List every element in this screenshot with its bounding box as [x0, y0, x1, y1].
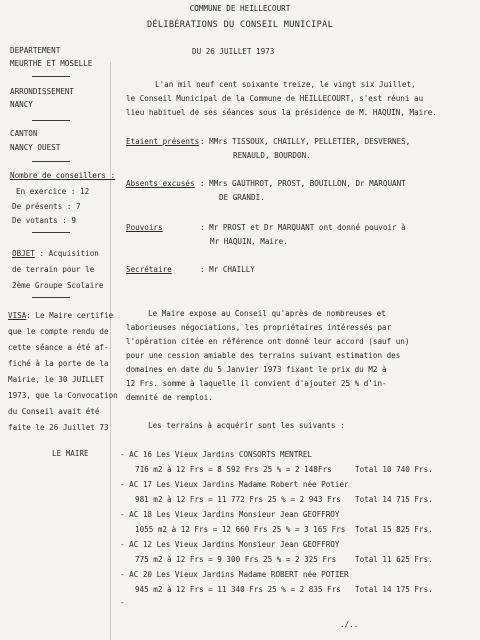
lot-calculation: 945 m2 à 12 Frs = 11 340 Frs 25 % = 2 835 Frs — [135, 585, 341, 594]
visa-line: du Conseil avait été — [8, 407, 100, 416]
lot-total: Total 15 825 Frs. — [355, 525, 433, 534]
lot-description: - AC 12 Les Vieux Jardins Monsieur Jean GEOFFROY — [120, 540, 340, 549]
pouvoirs-text: Mr HAQUIN, Maire. — [210, 237, 288, 246]
presents-count: De présents : 7 — [12, 202, 81, 211]
lot-description: - AC 16 Les Vieux Jardins CONSORTS MENTREL — [120, 450, 313, 459]
objet-block — [12, 249, 99, 259]
lot-total: Total 10 740 Frs. — [355, 465, 433, 474]
absents-label: Absents excusés — [126, 179, 195, 188]
presents-names: RENAULD, BOURDON. — [233, 151, 311, 160]
visa-line: : Le Maire certifie — [26, 311, 114, 320]
visa-line: que le compte rendu de — [8, 327, 109, 336]
intro-line: L'an mil neuf cent soixante treize, le vingt six Juillet, — [155, 80, 416, 89]
body-line: laborieuses négociations, les propriétaires intéressés par — [126, 323, 392, 332]
departement-label: DEPARTEMENT — [10, 46, 61, 55]
pouvoirs-text: : Mr PROST et Dr MARQUANT ont donné pouvoir à — [200, 223, 406, 232]
canton-value: NANCY OUEST — [10, 143, 61, 152]
commune-name: COMMUNE DE HEILLECOURT — [189, 4, 291, 13]
presents-label: Etaient présents — [126, 137, 200, 146]
lot-total: Total 11 625 Frs. — [355, 555, 433, 564]
pouvoirs-label: Pouvoirs — [126, 223, 163, 232]
secretaire-label: Secrétaire — [126, 265, 172, 274]
continuation-mark: ./.. — [340, 620, 359, 629]
body-line: pour une cession amiable des terrains suivant estimation des — [126, 351, 401, 360]
lot-calculation: 981 m2 à 12 Frs = 11 772 Frs 25 % = 2 943 Frs — [135, 495, 341, 504]
arrondissement-label: ARRONDISSEMENT — [10, 87, 75, 96]
document-title: DÉLIBÉRATIONS DU CONSEIL MUNICIPAL — [146, 20, 334, 30]
objet-label: OBJET — [12, 249, 35, 258]
presents-names: : MMrs TISSOUX, CHAILLY, PELLETIER, DESVERNES, — [200, 137, 411, 146]
objet-line: : Acquisition — [39, 249, 99, 258]
divider — [32, 76, 70, 77]
body-line: Le Maire expose au Conseil qu'après de nombreuses et — [148, 309, 386, 318]
body-line: domaines en date du 5 Janvier 1973 fixant le prix du M2 à — [126, 365, 387, 374]
visa-line: cette séance a été af- — [8, 343, 109, 352]
divider — [32, 232, 70, 233]
arrondissement-value: NANCY — [10, 100, 33, 109]
lot-calculation: 1055 m2 à 12 Frs = 12 660 Frs 25 % = 3 165 Frs — [135, 525, 346, 534]
votants-count: De votants : 9 — [12, 216, 77, 225]
divider — [32, 161, 70, 162]
column-rule — [110, 62, 111, 640]
en-exercice: En exercice : 12 — [16, 187, 90, 196]
visa-line: Mairie, le 30 JUILLET — [8, 375, 105, 384]
meeting-date: DU 26 JUILLET 1973 — [192, 47, 275, 56]
secretaire-name: : Mr CHAILLY — [200, 265, 255, 274]
body-line: demnité de remploi. — [126, 393, 213, 402]
visa-block — [8, 311, 113, 321]
final-dash: - — [120, 598, 125, 607]
lot-description: - AC 17 Les Vieux Jardins Madame Robert née Potier — [120, 480, 349, 489]
divider — [32, 120, 70, 121]
body-line: l'opération citée en référence ont donné leur accord (sauf un) — [126, 337, 410, 346]
lot-total: Total 14 715 Frs. — [355, 495, 433, 504]
terrains-title: Les terrains à acquérir sont les suivants : — [148, 421, 345, 430]
body-line: 12 Frs. somme à laquelle il convient d'ajouter 25 % d'in- — [126, 379, 387, 388]
lot-total: Total 14 175 Frs. — [355, 585, 433, 594]
visa-line: faite le 26 Juillet 73 — [8, 423, 109, 432]
visa-line: fiché à la porte de la — [8, 359, 109, 368]
lot-calculation: 775 m2 à 12 Frs = 9 300 Frs 25 % = 2 325 Frs — [135, 555, 337, 564]
absents-names: : MMrs GAUTHROT, PROST, BOUILLON, Dr MARQUANT — [200, 179, 406, 188]
intro-line: lieu habituel de ses séances sous la présidence de M. HAQUIN, Maire. — [126, 108, 437, 117]
lot-calculation: 716 m2 à 12 Frs = 8 592 Frs 25 % = 2 148Frs — [135, 465, 332, 474]
conseillers-title: Nombre de conseillers : — [10, 171, 116, 180]
objet-line: de terrain pour le — [12, 265, 95, 274]
visa-line: 1973, que la Convocation — [8, 391, 118, 400]
divider — [32, 297, 70, 298]
lot-description: - AC 20 Les Vieux Jardins Madame ROBERT née POTIER — [120, 570, 349, 579]
lot-description: - AC 18 Les Vieux Jardins Monsieur Jean GEOFFROY — [120, 510, 340, 519]
objet-line: 2ème Groupe Scolaire — [12, 281, 104, 290]
departement-value: MEURTHE ET MOSELLE — [10, 59, 93, 68]
intro-line: le Conseil Municipal de la Commune de HEILLECOURT, s'est réuni au — [126, 94, 424, 103]
absents-names: DE GRANDI. — [219, 193, 265, 202]
le-maire-label: LE MAIRE — [52, 449, 89, 458]
canton-label: CANTON — [10, 129, 38, 138]
visa-label: VISA — [8, 311, 27, 320]
